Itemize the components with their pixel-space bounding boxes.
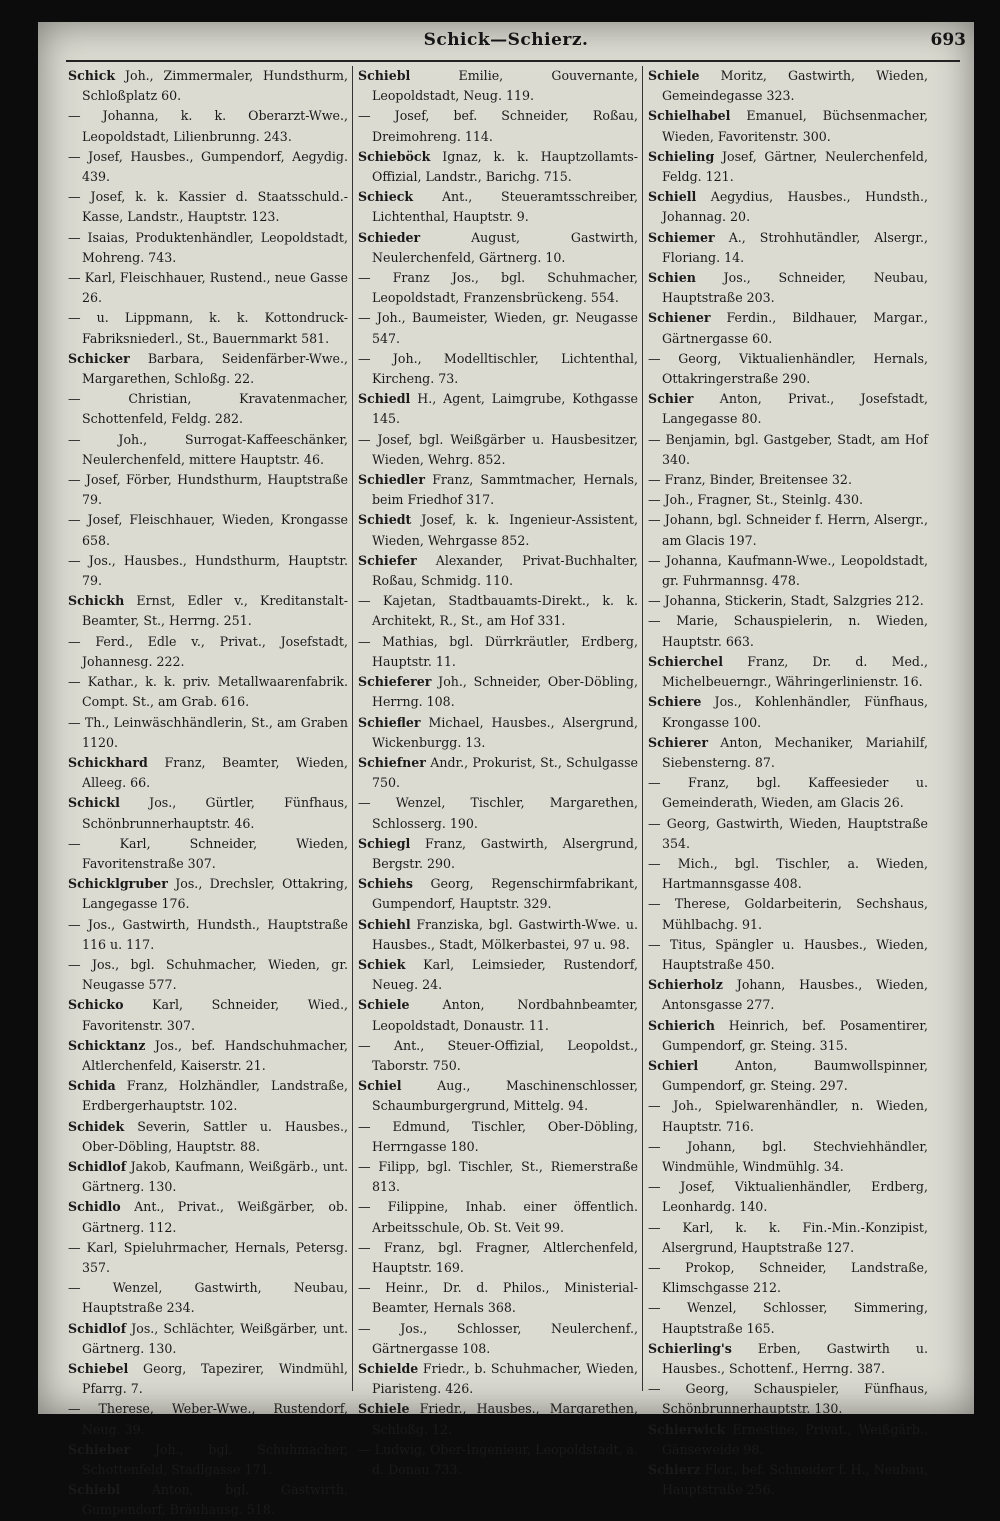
directory-entry [68, 1076, 348, 1116]
entry-surname: Schickh [68, 593, 125, 609]
directory-entry [68, 1359, 348, 1399]
entry-surname: Schiell [648, 189, 697, 205]
entry-text: Flor., bef. Schneider f. H., Neubau, Hauptstraße 256. [662, 1462, 928, 1498]
entry-text: — Christian, Kravatenmacher, Schottenfeld, Feldg. 282. [68, 391, 348, 427]
directory-entry [68, 955, 348, 995]
directory-entry [68, 66, 348, 106]
directory-entry [68, 308, 348, 348]
entry-text: Franz, Gastwirth, Alsergrund, Bergstr. 290. [372, 835, 638, 871]
entry-text: — Joh., Modelltischler, Lichtenthal, Kircheng. 73. [358, 350, 638, 387]
directory-entry [648, 1096, 928, 1136]
entry-text: Heinrich, bef. Posamentirer, Gumpendorf, gr. Steing. 315. [662, 1017, 928, 1053]
directory-entry [68, 228, 348, 268]
entry-text: — Georg, Viktualienhändler, Hernals, Ottakringerstraße 290. [648, 350, 928, 387]
entry-surname: Schien [648, 270, 696, 286]
directory-entry [648, 430, 928, 470]
entry-text: — Josef, Fleischhauer, Wieden, Krongasse 658. [68, 512, 348, 548]
directory-entry [648, 975, 928, 1015]
entry-text: Ant., Steueramtsschreiber, Lichtenthal, Hauptstr. 9. [372, 189, 638, 225]
entry-surname: Schieling [648, 148, 715, 164]
entry-text: — Therese, Goldarbeiterin, Sechshaus, Mühlbachg. 91. [648, 896, 928, 932]
entry-surname: Schierz [648, 1462, 701, 1478]
directory-entry [648, 733, 928, 773]
entry-text: — Joh., Surrogat-Kaffeeschänker, Neulerchenfeld, mittere Hauptstr. 46. [68, 431, 348, 467]
entry-text: — Karl, Fleischhauer, Rustend., neue Gasse 26. [68, 270, 348, 306]
entry-text: Friedr., b. Schuhmacher, Wieden, Piaristeng. 426. [372, 1361, 638, 1397]
entry-text: — Edmund, Tischler, Ober-Döbling, Herrngasse 180. [358, 1118, 638, 1154]
entry-surname: Schiefler [358, 714, 421, 730]
directory-entry [68, 915, 348, 955]
directory-entry [68, 389, 348, 429]
entry-surname: Schierl [648, 1057, 699, 1073]
directory-entry [68, 1117, 348, 1157]
entry-surname: Schierer [648, 734, 708, 750]
entry-surname: Schiedt [358, 512, 412, 528]
directory-entry [648, 510, 928, 550]
entry-text: Anton, Mechaniker, Mariahilf, Siebensterng. 87. [662, 734, 928, 770]
entry-text: Joh., bgl. Schuhmacher, Schottenfeld, Stadlgasse 171. [82, 1441, 348, 1478]
entry-text: — Joh., Baumeister, Wieden, gr. Neugasse 547. [358, 310, 638, 346]
directory-entry [648, 106, 928, 146]
entry-surname: Schielhabel [648, 108, 731, 124]
directory-entry [648, 854, 928, 894]
entry-surname: Schiefer [358, 552, 417, 568]
entry-surname: Schiere [648, 694, 702, 710]
entry-surname: Schiedler [358, 472, 425, 488]
entry-text: — Wenzel, Tischler, Margarethen, Schlosserg. 190. [358, 795, 638, 831]
entry-text: — Karl, k. k. Fin.-Min.-Konzipist, Alsergrund, Hauptstraße 127. [648, 1219, 928, 1255]
entry-text: — Mich., bgl. Tischler, a. Wieden, Hartmannsgasse 408. [648, 855, 928, 892]
entry-text: — Georg, Schauspieler, Fünfhaus, Schönbrunnerhauptstr. 130. [648, 1381, 928, 1417]
directory-entry [358, 106, 638, 146]
entry-text: Jos., Schlächter, Weißgärber, unt. Gärtnerg. 130. [82, 1320, 348, 1356]
directory-entry [68, 349, 348, 389]
entry-text: Aegydius, Hausbes., Hundsth., Johannag. 20. [662, 189, 928, 225]
directory-entry [358, 349, 638, 389]
directory-entry [358, 510, 638, 550]
entry-surname: Schieböck [358, 148, 431, 164]
entry-text: — Josef, Viktualienhändler, Erdberg, Leonhardg. 140. [648, 1179, 928, 1215]
directory-entry [648, 66, 928, 106]
directory-entry [358, 713, 638, 753]
directory-entry [648, 814, 928, 854]
directory-entry [68, 268, 348, 308]
page-number: 693 [930, 30, 966, 50]
entry-text: — Ant., Steuer-Offizial, Leopoldst., Taborstr. 750. [358, 1037, 638, 1073]
entry-text: Anton, bgl. Gastwirth, Gumpendorf, Bräuhausg. 518. [82, 1482, 348, 1518]
column-2 [358, 66, 638, 1478]
directory-entry [358, 1278, 638, 1318]
entry-text: H., Agent, Laimgrube, Kothgasse 145. [372, 391, 638, 427]
entry-text: — Joh., Spielwarenhändler, n. Wieden, Hauptstr. 716. [648, 1098, 928, 1134]
entry-text: Jos., bef. Handschuhmacher, Altlerchenfeld, Kaiserstr. 21. [82, 1037, 348, 1073]
entry-text: — Georg, Gastwirth, Wieden, Hauptstraße 354. [648, 815, 928, 851]
directory-entry [358, 672, 638, 712]
directory-entry [648, 308, 928, 348]
entry-text: Barbara, Seidenfärber-Wwe., Margarethen, Schloßg. 22. [82, 350, 348, 387]
entry-text: — Filippine, Inhab. einer öffentlich. Arbeitsschule, Ob. St. Veit 99. [358, 1199, 638, 1235]
directory-entry [648, 611, 928, 651]
page-header [38, 30, 974, 58]
entry-surname: Schidlof [68, 1320, 127, 1336]
entry-surname: Schiebl [68, 1482, 121, 1498]
entry-text: Anton, Privat., Josefstadt, Langegasse 80. [662, 391, 928, 427]
entry-surname: Schicktanz [68, 1037, 146, 1053]
entry-text: — Josef, k. k. Kassier d. Staatsschuld.-Kasse, Landstr., Hauptstr. 123. [68, 189, 348, 225]
entry-surname: Schieck [358, 189, 414, 205]
entry-text: — Franz, bgl. Kaffeesieder u. Gemeinderath, Wieden, am Glacis 26. [648, 775, 928, 811]
entry-surname: Schieder [358, 229, 421, 245]
entry-text: — Therese, Weber-Wwe., Rustendorf, Neug. 39. [68, 1401, 348, 1437]
column-3 [648, 66, 928, 1498]
entry-text: — Wenzel, Gastwirth, Neubau, Hauptstraße 234. [68, 1280, 348, 1316]
entry-text: — Josef, bgl. Weißgärber u. Hausbesitzer, Wieden, Wehrg. 852. [358, 431, 638, 467]
entry-text: Ant., Privat., Weißgärber, ob. Gärtnerg. 112. [82, 1199, 348, 1235]
entry-text: — Ludwig, Ober-Ingenieur, Leopoldstadt, a. d. Donau 733. [358, 1441, 638, 1478]
entry-text: Aug., Maschinenschlosser, Schaumburgergrund, Mittelg. 94. [372, 1078, 638, 1114]
directory-entry [648, 389, 928, 429]
entry-text: Ernestine, Privat., Weißgärb., Gänseweide 98. [662, 1421, 928, 1457]
directory-entry [68, 430, 348, 470]
directory-entry [648, 551, 928, 591]
directory-entry [358, 430, 638, 470]
entry-surname: Schiemer [648, 229, 715, 245]
entry-text: — Mathias, bgl. Dürrkräutler, Erdberg, Hauptstr. 11. [358, 633, 638, 669]
directory-page [38, 22, 974, 1518]
directory-entry [648, 1298, 928, 1338]
running-head: Schick—Schierz. [423, 30, 589, 50]
entry-text: Anton, Baumwollspinner, Gumpendorf, gr. Steing. 297. [662, 1057, 928, 1094]
directory-entry [358, 308, 638, 348]
directory-entry [648, 187, 928, 227]
entry-surname: Schickl [68, 795, 120, 811]
directory-entry [648, 470, 928, 490]
directory-entry [68, 1238, 348, 1278]
column-divider [352, 66, 353, 1391]
directory-entry [648, 268, 928, 308]
entry-text: — Prokop, Schneider, Landstraße, Klimschgasse 212. [648, 1259, 928, 1296]
entry-surname: Schiefner [358, 754, 426, 770]
directory-entry [358, 187, 638, 227]
directory-entry [68, 874, 348, 914]
directory-entry [648, 1218, 928, 1258]
entry-surname: Schidlo [68, 1199, 121, 1215]
directory-entry [648, 1177, 928, 1217]
directory-entry [648, 1258, 928, 1298]
entry-text: Jakob, Kaufmann, Weißgärb., unt. Gärtnerg. 130. [82, 1158, 348, 1195]
directory-entry [358, 1440, 638, 1480]
entry-text: Joh., Zimmermaler, Hundsthurm, Schloßplatz 60. [82, 68, 348, 104]
directory-entry [358, 1076, 638, 1116]
entry-surname: Schidek [68, 1118, 125, 1134]
entry-text: — Franz, bgl. Fragner, Altlerchenfeld, Hauptstr. 169. [358, 1239, 638, 1275]
entry-text: — Johanna, Kaufmann-Wwe., Leopoldstadt, gr. Fuhrmannsg. 478. [648, 552, 928, 589]
entry-surname: Schiehl [358, 916, 411, 932]
directory-entry [648, 894, 928, 934]
directory-entry [68, 1278, 348, 1318]
entry-text: — Johanna, Stickerin, Stadt, Salzgries 212. [648, 593, 924, 609]
entry-surname: Schier [648, 391, 694, 407]
entry-text: Ernst, Edler v., Kreditanstalt-Beamter, St., Herrng. 251. [82, 593, 348, 629]
entry-surname: Schick [68, 68, 116, 83]
directory-entry [68, 1197, 348, 1237]
entry-surname: Schiegl [358, 835, 411, 851]
entry-text: — Josef, Förber, Hundsthurm, Hauptstraße 79. [68, 472, 348, 508]
entry-text: Alexander, Privat-Buchhalter, Roßau, Schmidg. 110. [372, 552, 638, 589]
directory-entry [358, 915, 638, 955]
entry-surname: Schieferer [358, 674, 432, 690]
entry-surname: Schiek [358, 956, 406, 972]
directory-entry [68, 1157, 348, 1197]
directory-entry [648, 1420, 928, 1460]
directory-entry [648, 1379, 928, 1419]
entry-text: Joh., Schneider, Ober-Döbling, Herrng. 108. [372, 674, 638, 710]
directory-entry [648, 1016, 928, 1056]
entry-surname: Schiebel [68, 1361, 129, 1376]
directory-entry [358, 389, 638, 429]
entry-text: — Jos., Hausbes., Hundsthurm, Hauptstr. 79. [68, 552, 348, 589]
entry-text: Emanuel, Büchsenmacher, Wieden, Favoritenstr. 300. [662, 108, 928, 144]
directory-entry [648, 1460, 928, 1500]
entry-text: Karl, Schneider, Wied., Favoritenstr. 307. [82, 997, 348, 1033]
entry-text: Jos., Drechsler, Ottakring, Langegasse 176. [82, 876, 348, 912]
entry-text: — Josef, bef. Schneider, Roßau, Dreimohreng. 114. [358, 108, 638, 144]
directory-entry [68, 470, 348, 510]
directory-entry [68, 713, 348, 753]
directory-entry [68, 1480, 348, 1520]
entry-surname: Schiel [358, 1078, 402, 1094]
entry-surname: Schierholz [648, 977, 723, 993]
entry-text: — Jos., Gastwirth, Hundsth., Hauptstraße 116 u. 117. [68, 916, 348, 952]
entry-text: — Wenzel, Schlosser, Simmering, Hauptstraße 165. [648, 1300, 928, 1336]
directory-entry [648, 1339, 928, 1379]
directory-entry [648, 1056, 928, 1096]
directory-entry [68, 187, 348, 227]
directory-entry [358, 147, 638, 187]
entry-text: Franz, Dr. d. Med., Michelbeuerngr., Währingerlinienstr. 16. [662, 653, 928, 690]
entry-surname: Schidlof [68, 1158, 127, 1174]
directory-entry [648, 490, 928, 510]
entry-surname: Schiele [358, 1401, 410, 1417]
entry-text: Franz, Beamter, Wieden, Alleeg. 66. [82, 754, 348, 791]
entry-text: — u. Lippmann, k. k. Kottondruck-Fabriksniederl., St., Bauernmarkt 581. [68, 310, 348, 346]
entry-surname: Schiebl [358, 68, 411, 83]
entry-text: Johann, Hausbes., Wieden, Antonsgasse 277. [662, 977, 928, 1013]
directory-entry [68, 632, 348, 672]
entry-text: — Jos., Schlosser, Neulerchenf., Gärtnergasse 108. [358, 1320, 638, 1356]
directory-entry [358, 1036, 638, 1076]
directory-entry [358, 955, 638, 995]
directory-entry [648, 147, 928, 187]
directory-entry [358, 632, 638, 672]
directory-entry [68, 793, 348, 833]
entry-text: — Karl, Spieluhrmacher, Hernals, Petersg. 357. [68, 1239, 348, 1275]
entry-text: — Josef, Hausbes., Gumpendorf, Aegydig. 439. [68, 148, 348, 185]
directory-entry [68, 834, 348, 874]
entry-text: — Franz, Binder, Breitensee 32. [648, 472, 852, 488]
directory-entry [358, 793, 638, 833]
entry-text: Emilie, Gouvernante, Leopoldstadt, Neug. 119. [372, 68, 638, 104]
directory-entry [358, 228, 638, 268]
entry-text: Ignaz, k. k. Hauptzollamts-Offizial, Landstr., Barichg. 715. [372, 148, 638, 185]
entry-text: August, Gastwirth, Neulerchenfeld, Gärtnerg. 10. [372, 229, 638, 265]
directory-entry [358, 1117, 638, 1157]
entry-text: Severin, Sattler u. Hausbes., Ober-Döbling, Hauptstr. 88. [82, 1118, 348, 1154]
entry-text: Anton, Nordbahnbeamter, Leopoldstadt, Donaustr. 11. [372, 997, 638, 1033]
entry-surname: Schida [68, 1078, 116, 1094]
entry-text: Jos., Kohlenhändler, Fünfhaus, Krongasse 100. [662, 694, 928, 730]
directory-entry [68, 753, 348, 793]
entry-surname: Schicko [68, 997, 124, 1013]
entry-text: Franziska, bgl. Gastwirth-Wwe. u. Hausbes., Stadt, Mölkerbastei, 97 u. 98. [372, 916, 638, 952]
entry-surname: Schierchel [648, 653, 723, 669]
entry-surname: Schicker [68, 350, 130, 366]
entry-text: Andr., Prokurist, St., Schulgasse 750. [372, 754, 638, 791]
directory-entry [358, 591, 638, 631]
directory-entry [358, 1319, 638, 1359]
entry-surname: Schiener [648, 310, 711, 326]
directory-entry [68, 672, 348, 712]
entry-text: Karl, Leimsieder, Rustendorf, Neueg. 24. [372, 956, 638, 993]
directory-entry [358, 1238, 638, 1278]
directory-entry [358, 1359, 638, 1399]
directory-entry [358, 470, 638, 510]
directory-entry [648, 349, 928, 389]
directory-entry [68, 510, 348, 550]
entry-text: Jos., Schneider, Neubau, Hauptstraße 203. [662, 270, 928, 306]
entry-text: Erben, Gastwirth u. Hausbes., Schottenf., Herrng. 387. [662, 1340, 928, 1376]
directory-entry [358, 268, 638, 308]
directory-entry [648, 692, 928, 732]
entry-text: — Johanna, k. k. Oberarzt-Wwe., Leopoldstadt, Lilienbrunng. 243. [68, 108, 348, 144]
entry-text: Friedr., Hausbes., Margarethen, Schloßg. 12. [372, 1401, 638, 1437]
entry-text: Jos., Gürtler, Fünfhaus, Schönbrunnerhauptstr. 46. [82, 795, 348, 831]
entry-surname: Schiehs [358, 876, 413, 892]
directory-entry [648, 591, 928, 611]
directory-entry [358, 551, 638, 591]
entry-text: — Franz Jos., bgl. Schuhmacher, Leopoldstadt, Franzensbrückeng. 554. [358, 270, 638, 306]
entry-text: Franz, Sammtmacher, Hernals, beim Friedhof 317. [372, 472, 638, 508]
entry-surname: Schicklgruber [68, 876, 168, 892]
entry-text: Georg, Regenschirmfabrikant, Gumpendorf, Hauptstr. 329. [372, 876, 638, 912]
directory-entry [648, 228, 928, 268]
entry-text: — Filipp, bgl. Tischler, St., Riemerstraße 813. [358, 1158, 638, 1195]
entry-text: — Marie, Schauspielerin, n. Wieden, Hauptstr. 663. [648, 613, 928, 649]
entry-surname: Schiedl [358, 391, 411, 407]
entry-text: Franz, Holzhändler, Landstraße, Erdbergerhauptstr. 102. [82, 1078, 348, 1114]
directory-entry [358, 753, 638, 793]
directory-entry [358, 1399, 638, 1439]
directory-entry [358, 995, 638, 1035]
entry-text: — Titus, Spängler u. Hausbes., Wieden, Hauptstraße 450. [648, 936, 928, 972]
directory-entry [358, 1197, 638, 1237]
entry-text: Ferdin., Bildhauer, Margar., Gärtnergasse 60. [662, 310, 928, 346]
entry-text: — Joh., Fragner, St., Steinlg. 430. [648, 492, 863, 508]
entry-text: — Johann, bgl. Schneider f. Herrn, Alsergr., am Glacis 197. [648, 512, 928, 548]
directory-entry [68, 1399, 348, 1439]
column-divider [642, 66, 643, 1391]
directory-entry [68, 1440, 348, 1480]
directory-entry [358, 874, 638, 914]
directory-entry [68, 147, 348, 187]
entry-surname: Schiele [358, 997, 410, 1013]
entry-text: Moritz, Gastwirth, Wieden, Gemeindegasse 323. [662, 68, 928, 104]
entry-text: — Karl, Schneider, Wieden, Favoritenstraße 307. [68, 835, 348, 871]
entry-surname: Schierich [648, 1017, 715, 1033]
entry-surname: Schierwick [648, 1421, 726, 1437]
entry-surname: Schiele [648, 68, 700, 83]
entry-text: — Ferd., Edle v., Privat., Josefstadt, Johannesg. 222. [68, 633, 348, 669]
directory-entry [68, 1036, 348, 1076]
directory-entry [648, 773, 928, 813]
entry-text: — Kathar., k. k. priv. Metallwaarenfabrik. Compt. St., am Grab. 616. [68, 674, 348, 710]
header-rule [66, 60, 960, 62]
entry-text: Georg, Tapezirer, Windmühl, Pfarrg. 7. [82, 1361, 348, 1397]
directory-entry [68, 1319, 348, 1359]
entry-text: — Kajetan, Stadtbauamts-Direkt., k. k. Architekt, R., St., am Hof 331. [358, 593, 638, 629]
entry-text: — Heinr., Dr. d. Philos., Ministerial-Beamter, Hernals 368. [358, 1280, 638, 1316]
entry-surname: Schielde [358, 1361, 419, 1376]
entry-text: A., Strohhutändler, Alsergr., Floriang. 14. [662, 229, 928, 265]
directory-entry [648, 935, 928, 975]
directory-entry [358, 834, 638, 874]
directory-entry [358, 1157, 638, 1197]
directory-entry [358, 66, 638, 106]
directory-entry [68, 106, 348, 146]
entry-text: — Th., Leinwäschhändlerin, St., am Graben 1120. [68, 714, 348, 750]
entry-text: — Isaias, Produktenhändler, Leopoldstadt, Mohreng. 743. [68, 229, 348, 265]
entry-surname: Schierling's [648, 1340, 732, 1356]
entry-text: — Benjamin, bgl. Gastgeber, Stadt, am Hof 340. [648, 431, 928, 467]
column-1 [68, 66, 348, 1518]
entry-text: — Johann, bgl. Stechviehhändler, Windmühle, Windmühlg. 34. [648, 1138, 928, 1174]
directory-entry [648, 652, 928, 692]
directory-entry [68, 591, 348, 631]
directory-entry [68, 551, 348, 591]
entry-text: Josef, Gärtner, Neulerchenfeld, Feldg. 121. [662, 148, 928, 185]
entry-surname: Schickhard [68, 754, 148, 770]
entry-surname: Schieber [68, 1441, 131, 1457]
entry-text: — Jos., bgl. Schuhmacher, Wieden, gr. Neugasse 577. [68, 956, 348, 993]
entry-text: Michael, Hausbes., Alsergrund, Wickenburgg. 13. [372, 714, 638, 750]
entry-text: Josef, k. k. Ingenieur-Assistent, Wieden, Wehrgasse 852. [372, 512, 638, 548]
directory-entry [648, 1137, 928, 1177]
directory-entry [68, 995, 348, 1035]
